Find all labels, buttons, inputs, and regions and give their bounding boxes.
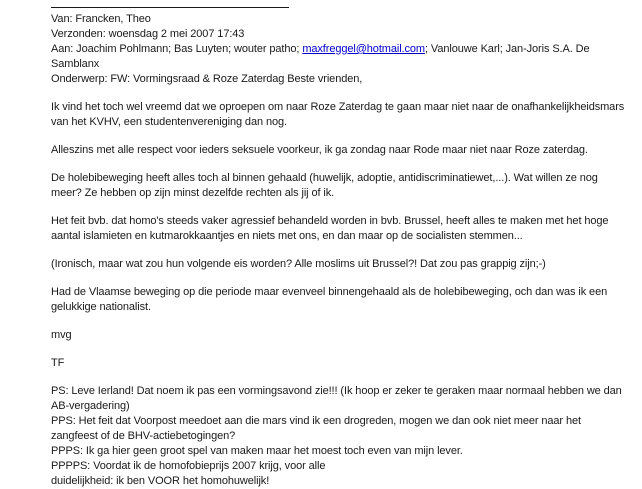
body-paragraph: De holebibeweging heeft alles toch al binnen gehaald (huwelijk, adoptie, antidiscriminatiewet,...). Wat willen ze nog meer? Ze hebben op zijn minst dezelfde rechten als jij of ik.	[51, 172, 598, 199]
email-header-from: Van: Francken, Theo	[51, 13, 151, 25]
email-header-sent: Verzonden: woensdag 2 mei 2007 17:43	[51, 28, 245, 40]
email-header-subject: Onderwerp: FW: Vormingsraad & Roze Zaterdag Beste vrienden,	[51, 73, 363, 85]
signoff: mvg	[51, 329, 72, 341]
body-paragraph: Alleszins met alle respect voor ieders seksuele voorkeur, ik ga zondag naar Rode maar niet naar Roze zaterdag.	[51, 144, 588, 156]
recipients-before-link: Aan: Joachim Pohlmann; Bas Luyten; wouter patho;	[51, 43, 303, 55]
body-paragraph: Had de Vlaamse beweging op die periode maar evenveel binnengehaald als de holebibeweging, och dan was ik een gelukkige nationalist.	[51, 286, 608, 313]
body-paragraph: Het feit bvb. dat homo's steeds vaker agressief behandeld worden in bvb. Brussel, heeft alles te maken met het hoge aantal islamieten en kutmarokkaantjes en niets met ons, en dan maar op de socialisten stemmen...	[51, 215, 609, 242]
email-body	[51, 100, 629, 371]
email-address-link[interactable]: maxfreggel@hotmail.com	[302, 43, 425, 55]
postscript-line: PPPS: Ik ga hier geen groot spel van maken maar het moest toch even van mijn lever.	[51, 445, 463, 457]
postscript-line: duidelijkheid: ik ben VOOR het homohuwelijk!	[51, 475, 270, 487]
postscript-line: PPS: Het feit dat Voorpost meedoet aan die mars vind ik een drogreden, mogen we dan ook niet meer naar het zangfeest of de BHV-actiebetogingen?	[51, 415, 581, 442]
recipients-after-link: ; Vanlouwe Karl; Jan-Joris S.A. De Samblanx	[51, 43, 590, 70]
signature-initials: TF	[51, 357, 65, 369]
email-header-to	[51, 42, 629, 72]
separator-line	[51, 7, 289, 8]
body-paragraph: (Ironisch, maar wat zou hun volgende eis worden? Alle moslims uit Brussel?! Dat zou pas grappig zijn;-)	[51, 258, 546, 270]
body-paragraph: Ik vind het toch wel vreemd dat we oproepen om naar Roze Zaterdag te gaan maar niet naar de onafhankelijkheidsmars van het KVHV, een studentenvereniging dan nog.	[51, 101, 625, 128]
postscript-line: PPPPS: Voordat ik de homofobieprijs 2007 krijg, voor alle	[51, 460, 326, 472]
postscript-line: PS: Leve Ierland! Dat noem ik pas een vormingsavond zie!!! (Ik hoop er zeker te geraken maar normaal hebben we dan AB-vergadering)	[51, 385, 622, 412]
postscript-block	[51, 384, 629, 489]
